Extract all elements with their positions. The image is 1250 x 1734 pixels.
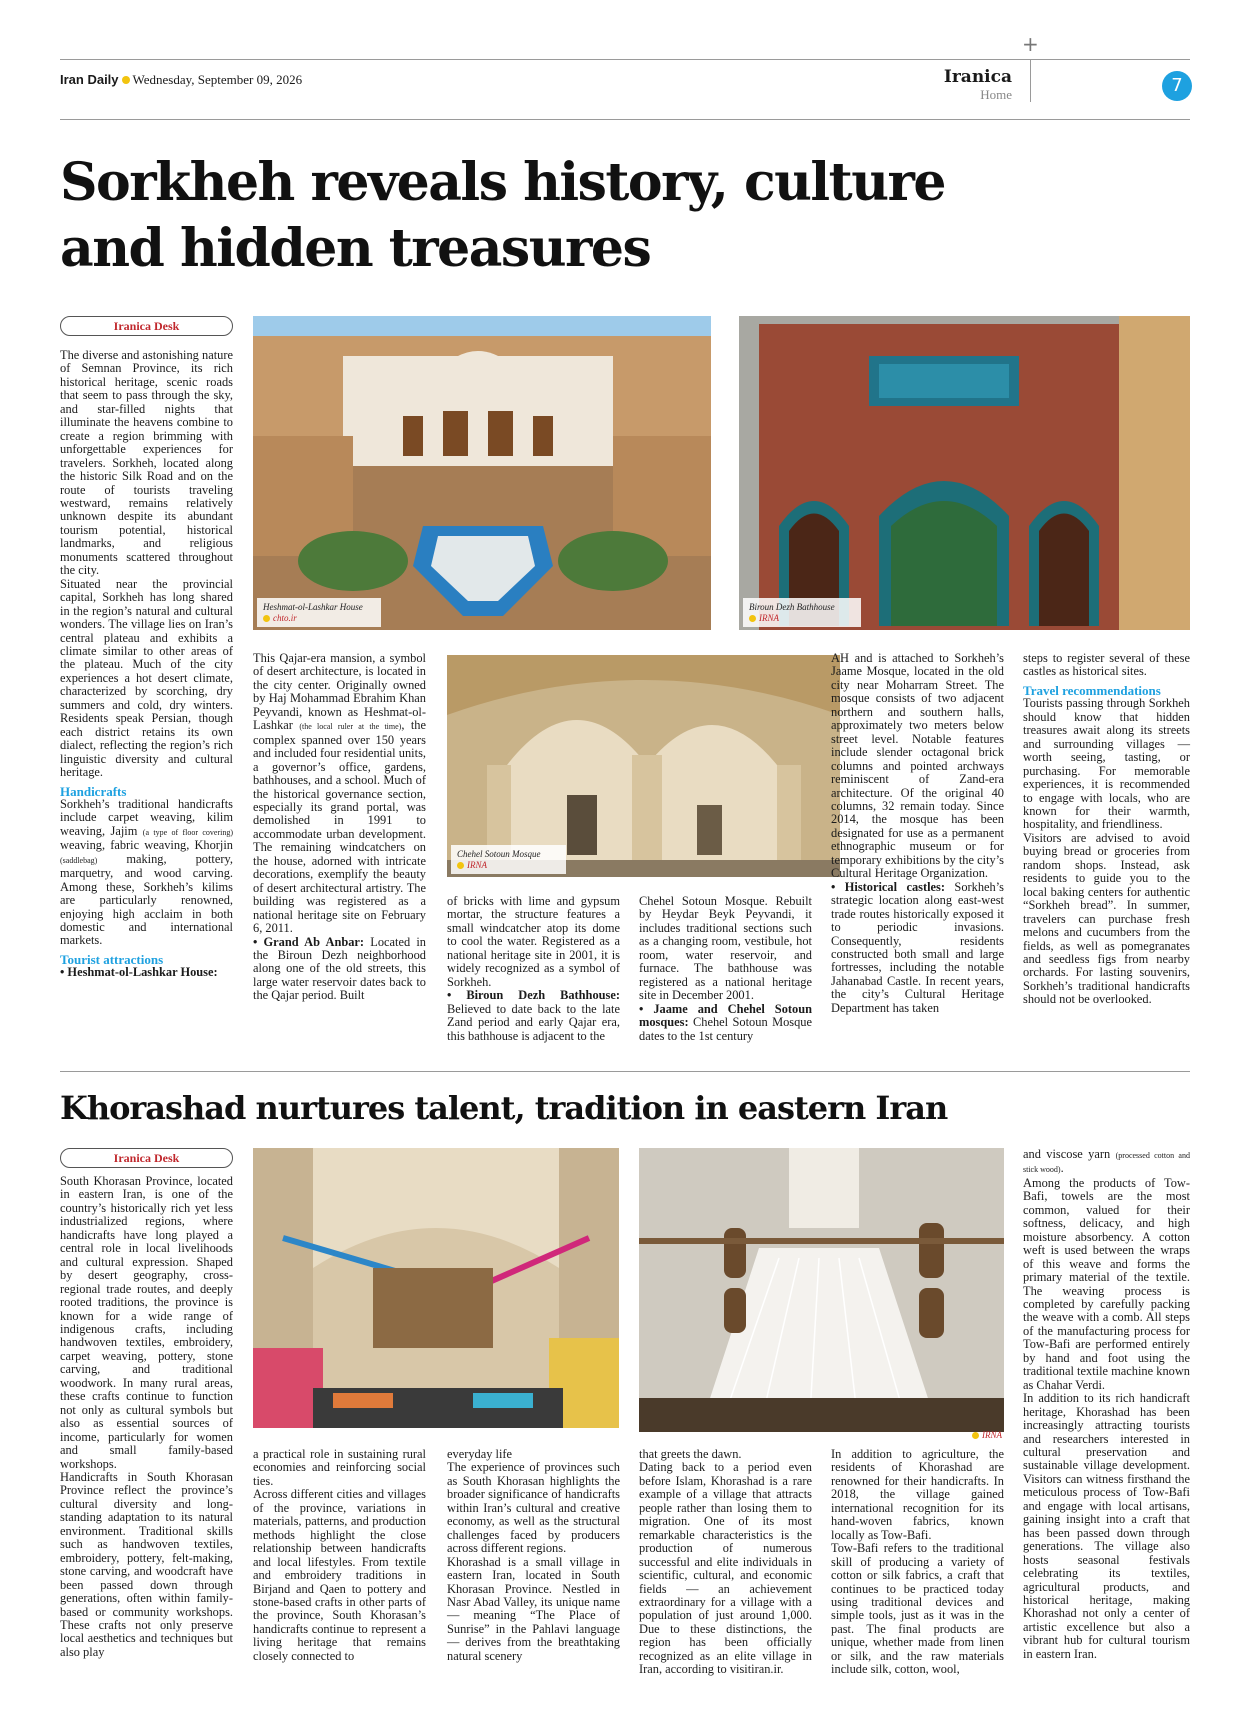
article2-desk-label: Iranica Desk bbox=[60, 1148, 233, 1168]
paragraph: South Khorasan Province, located in eastern Iran, is one of the country’s historically rich yet less industrialized regions, where handicrafts have long played a central role in local livelihoods and cultural expression. Shaped by desert geography, cross-regional trade routes, and deeply rooted traditions, the province is known for a wide range of indigenous crafts, including handwoven textiles, embroidery, carpet weaving, pottery, stone carving, and traditional woodwork. In many rural areas, these crafts continue to function not only as cultural symbols but also as essential sources of income, particularly for women and small family-based workshops. bbox=[60, 1174, 233, 1471]
header-bottom-rule bbox=[60, 119, 1190, 120]
paragraph: and viscose yarn (processed cotton and stick wood). bbox=[1023, 1147, 1190, 1176]
photo-credit: IRNA bbox=[467, 860, 487, 870]
caption-text: Heshmat-ol-Lashkar House bbox=[263, 602, 363, 612]
paragraph: everyday life bbox=[447, 1447, 513, 1461]
paragraph: Tow-Bafi refers to the traditional skill of producing a variety of cotton or silk fabrics, a craft that continues to be practiced today using traditional devices and simple tools, just as it was in the past. The final products are unique, whether made from linen or silk, and the raw materials include silk, cotton, wool, bbox=[831, 1541, 1004, 1677]
subheading-handicrafts: Handicrafts bbox=[60, 783, 127, 799]
article1-column-3 bbox=[447, 895, 620, 1043]
paragraph: AH and is attached to Sorkheh’s Jaame Mosque, located in the old city near Moharram Street. The mosque consists of two adjacent northern and southern halls, approximately two meters below street level. Notable features include slender octagonal brick columns and pointed archways reminiscent of Zand-era architecture. Of the original 40 columns, 32 remain today. Since 2014, the mosque has been designated for use as a permanent ethnographic museum or for temporary exhibitions by the city’s Cultural Heritage Organization. bbox=[831, 651, 1004, 881]
biroun-dezh-bathhouse-photo bbox=[739, 316, 1190, 630]
article1-column-5 bbox=[831, 652, 1004, 1015]
paragraph: • Jaame and Chehel Sotoun mosques: Chehel Sotoun Mosque dates to the 1st century bbox=[639, 1001, 812, 1043]
article1-column-2 bbox=[253, 652, 426, 1003]
article1-column-1 bbox=[60, 349, 233, 980]
photo-credit: IRNA bbox=[759, 613, 779, 623]
paragraph: Sorkheh’s traditional handicrafts include carpet weaving, kilim weaving, Jajim (a type of floor covering) weaving, fabric weaving, Khorjin (saddlebag) making, pottery, marquetry, and wood carving. Among these, Sorkheh’s kilims are particularly renowned, enjoying high acclaim in both domestic and international markets. bbox=[60, 796, 233, 948]
article2-column-3 bbox=[447, 1448, 620, 1663]
paragraph: The experience of provinces such as South Khorasan highlights the broader significance of handicrafts within Iran’s cultural and creative economy, as well as the structural challenges faced by producers across different regions. bbox=[447, 1460, 620, 1556]
paragraph: The diverse and astonishing nature of Semnan Province, its rich historical heritage, scenic roads that seem to pass through the sky, and star-filled nights that illuminate the heavens combine to create a region brimming with unforgettable experiences for travelers. Sorkheh, located along the historic Silk Road and on the route of tourists traveling westward, remains relatively unknown despite its abundant tourism potential, historical landmarks, and religious monuments scattered throughout the city. bbox=[60, 348, 233, 578]
weaving-workshop-photo bbox=[253, 1148, 619, 1428]
paragraph: In addition to agriculture, the residents of Khorashad are renowned for their handicrafts. In 2018, the village gained international recognition for its hand-woven fabrics, known locally as Tow-Bafi. bbox=[831, 1447, 1004, 1542]
photo2-caption bbox=[743, 598, 861, 627]
credit-dot-icon bbox=[457, 862, 464, 869]
article2-column-5 bbox=[831, 1448, 1004, 1677]
paragraph: Chehel Sotoun Mosque. Rebuilt by Heydar Beyk Peyvandi, it includes traditional sections such as a changing room, vestibule, hot room, water reservoir, and furnace. The bathhouse was registered as a national heritage site in December 2001. bbox=[639, 894, 812, 1003]
section-name: Iranica bbox=[943, 67, 1012, 87]
paragraph: of bricks with lime and gypsum mortar, the structure features a small windcatcher atop its dome to cool the water. Registered as a national heritage site in 2001, it is widely recognized as a symbol of Sorkheh. bbox=[447, 894, 620, 989]
article1-headline bbox=[60, 150, 1160, 282]
paragraph: Tourists passing through Sorkheh should know that hidden treasures await along its streets and surrounding villages — worth seeing, tasting, or purchasing. For memorable experiences, it is recommended to engage with locals, who are known for their warmth, hospitality, and friendliness. bbox=[1023, 696, 1190, 832]
paragraph: This Qajar-era mansion, a symbol of desert architecture, is located in the city center. Originally owned by Haj Mohammad Ebrahim Khan Peyvandi, known as Heshmat-ol-Lashkar (the local ruler at the time), the complex spanned over 150 years and included four residential units, a governor’s office, gardens, bathhouses, and a school. Much of the historical governance section, especially its grand portal, was demolished in 1991 to accommodate urban development. The remaining windcatchers on the house, adorned with intricate decorations, exemplify the beauty of desert architectural artistry. The building was registered as a national heritage site on February 6, 2011. bbox=[253, 651, 426, 936]
subsection-name: Home bbox=[980, 87, 1012, 102]
article-divider bbox=[60, 1071, 1190, 1072]
paragraph: • Grand Ab Anbar: Located in the Biroun Dezh neighborhood along one of the old streets, this large water reservoir dates back to the Qajar period. Built bbox=[253, 934, 426, 1003]
photo3-caption bbox=[451, 845, 566, 874]
headline-line-2: and hidden treasures bbox=[60, 218, 651, 279]
paragraph: • Historical castles: Sorkheh’s strategic location along east-west trade routes historically exposed it to periodic invasions. Consequently, residents constructed both small and large fortresses, including the notable Jahanabad Castle. In recent years, the city’s Cultural Heritage Department has taken bbox=[831, 879, 1004, 1015]
subheading-tourist-attractions: Tourist attractions bbox=[60, 951, 164, 967]
article1-column-4 bbox=[639, 895, 812, 1043]
paper-name: Iran Daily bbox=[60, 72, 119, 87]
page-number-badge: 7 bbox=[1162, 71, 1192, 101]
caption-text: Chehel Sotoun Mosque bbox=[457, 849, 541, 859]
paragraph: • Biroun Dezh Bathhouse: Believed to date back to the late Zand period and early Qajar era, this bathhouse is adjacent to the bbox=[447, 988, 620, 1043]
separator-dot-icon bbox=[122, 76, 130, 84]
article2-headline: Khorashad nurtures talent, tradition in eastern Iran bbox=[60, 1089, 948, 1127]
credit-dot-icon bbox=[263, 615, 270, 622]
paragraph: Across different cities and villages of the province, variations in materials, patterns, and production methods highlight the close relationship between handicrafts and local lifestyles. From textile and embroidery traditions in Birjand and Qaen to pottery and stone-based crafts in other parts of the province, South Khorasan’s handicrafts continue to represent a living heritage that remains closely connected to bbox=[253, 1487, 426, 1663]
header-top-rule bbox=[60, 59, 1190, 60]
article2-column-6 bbox=[1023, 1148, 1190, 1661]
paragraph: steps to register several of these castles as historical sites. bbox=[1023, 651, 1190, 679]
article2-column-2 bbox=[253, 1448, 426, 1663]
photo1-caption bbox=[257, 598, 381, 627]
article1-desk-label: Iranica Desk bbox=[60, 316, 233, 336]
credit-dot-icon bbox=[972, 1432, 979, 1439]
paragraph: Visitors are advised to avoid buying bread or groceries from random shops. Instead, ask residents to guide you to the local baking centers for authentic “Sorkheh bread”. In summer, travelers can purchase fresh melons and cucumbers from the fields, as well as pomegranates and seedless figs from nearby orchards. For lasting souvenirs, Sorkheh’s traditional handicrafts should not be overlooked. bbox=[1023, 830, 1190, 1007]
issue-date: Wednesday, September 09, 2026 bbox=[132, 72, 303, 87]
crosshair-mark-icon: + bbox=[1022, 32, 1039, 56]
paragraph: Dating back to a period even before Islam, Khorashad is a rare example of a village that attracts people rather than losing them to migration. One of its most remarkable characteristics is the production of numerous successful and elite individuals in scientific, cultural, and economic fields — an achievement extraordinary for a village with a population of just around 1,000. Due to these distinctions, the region has been officially recognized as an elite village in Iran, according to visitiran.ir. bbox=[639, 1460, 812, 1677]
masthead bbox=[60, 69, 302, 88]
paragraph: In addition to its rich handicraft heritage, Khorashad has been increasingly attracting tourists and researchers interested in cultural preservation and sustainable village development. Visitors can witness firsthand the meticulous process of Tow-Bafi and engage with local artisans, gaining insight into a craft that has been passed down through generations. The village also hosts seasonal festivals celebrating its textiles, agricultural products, and historical heritage, making Khorashad not only a center of artistic excellence but also a vibrant hub for cultural tourism in eastern Iran. bbox=[1023, 1391, 1190, 1661]
article2-column-1 bbox=[60, 1175, 233, 1659]
article2-column-4 bbox=[639, 1448, 812, 1677]
headline-line-1: Sorkheh reveals history, culture bbox=[60, 152, 945, 213]
article1-column-6 bbox=[1023, 652, 1190, 1007]
heshmat-ol-lashkar-photo bbox=[253, 316, 711, 630]
paragraph: Among the products of Tow-Bafi, towels are the most common, valued for their softness, delicacy, and high moisture absorbency. A cotton weft is used between the wraps of this weave and forms the primary material of the textile. The weaving process is completed by carefully packing the weave with a comb. All steps of the manufacturing process for Tow-Bafi are performed entirely by hand and foot using the traditional textile machine known as Chahar Verdi. bbox=[1023, 1175, 1190, 1392]
credit-dot-icon bbox=[749, 615, 756, 622]
photo5-credit bbox=[972, 1430, 1002, 1440]
caption-text: Biroun Dezh Bathhouse bbox=[749, 602, 835, 612]
chehel-sotoun-mosque-photo bbox=[447, 655, 840, 877]
section-header bbox=[900, 67, 1012, 103]
paragraph: that greets the dawn. bbox=[639, 1447, 742, 1461]
paragraph: Handicrafts in South Khorasan Province reflect the province’s cultural diversity and long-standing adaptation to its natural environment. Traditional skills such as handwoven textiles, embroidery, pottery, felt-making, stone carving, and woodcraft have been passed down through generations, often within family-based or community workshops. These crafts not only preserve local aesthetics and techniques but also play bbox=[60, 1469, 233, 1659]
paragraph: a practical role in sustaining rural economies and reinforcing social ties. bbox=[253, 1447, 426, 1488]
photo-credit: chto.ir bbox=[273, 613, 297, 623]
photo-credit: IRNA bbox=[982, 1430, 1002, 1440]
bullet-heading: • Heshmat-ol-Lashkar House: bbox=[60, 965, 218, 980]
chahar-verdi-loom-photo bbox=[639, 1148, 1004, 1432]
paragraph: Situated near the provincial capital, Sorkheh has long shared in the region’s natural and cultural wonders. The village lies on Iran’s central plateau and exhibits a climate similar to other areas of the plateau. Much of the city experiences a hot desert climate, characterized by scorching, dry summers and cold, dry winters. Residents speak Persian, though each district retains its own dialect, reflecting the region’s rich linguistic diversity and cultural heritage. bbox=[60, 576, 233, 780]
subheading-travel-recommendations: Travel recommendations bbox=[1023, 682, 1161, 698]
header-divider bbox=[1030, 60, 1031, 102]
paragraph: Khorashad is a small village in eastern Iran, located in South Khorasan Province. Nestled in Nasr Abad Valley, its unique name — meaning “The Place of Sunrise” in the Pahlavi language — derives from the breathtaking natural scenery bbox=[447, 1554, 620, 1663]
